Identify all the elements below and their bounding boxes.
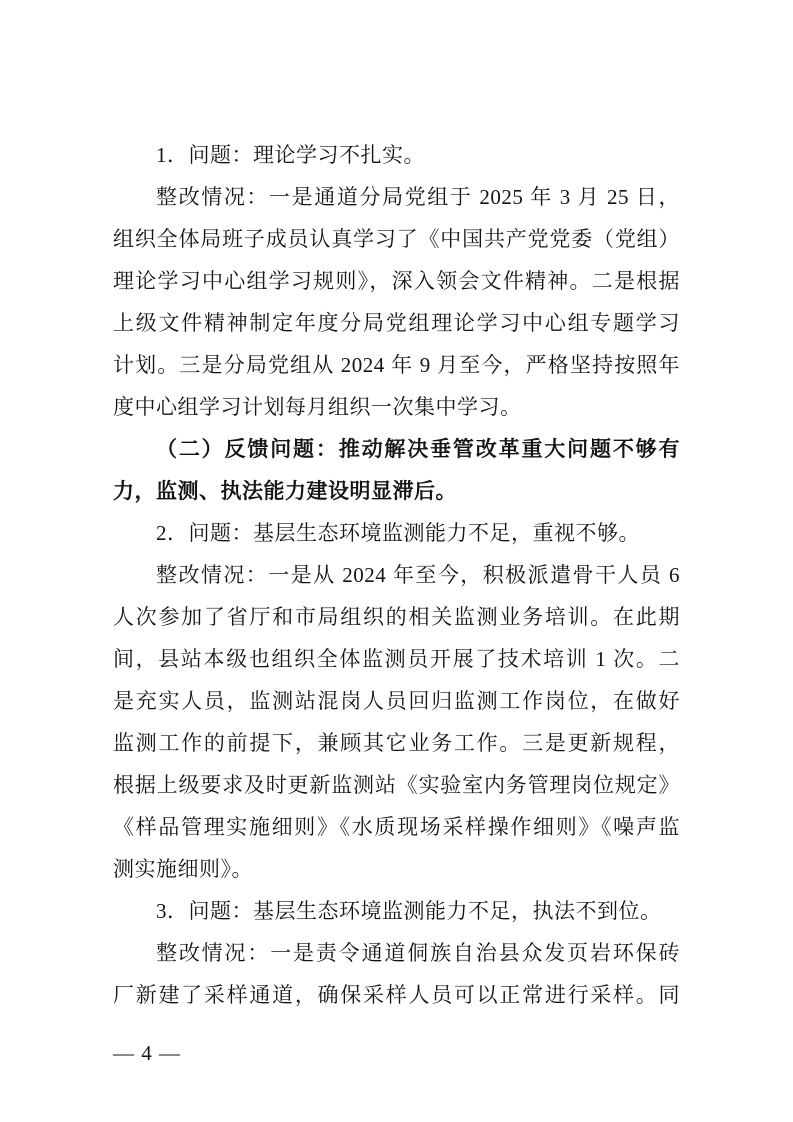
text-line: 度中心组学习计划每月组织一次集中学习。: [113, 395, 522, 419]
text-line: 上级文件精神制定年度分局党组理论学习中心组专题学习: [113, 311, 680, 335]
paragraph: [113, 134, 680, 176]
text-line: 整改情况：一是从 2024 年至今，积极派遣骨干人员 6: [156, 563, 680, 587]
text-line: 3．问题：基层生态环境监测能力不足，执法不到位。: [156, 899, 662, 923]
text-line: 1．问题：理论学习不扎实。: [156, 143, 425, 167]
text-line: 间，县站本级也组织全体监测员开展了技术培训 1 次。二: [113, 647, 680, 671]
page-footer: [113, 1032, 181, 1074]
paragraph: [113, 890, 680, 932]
text-line: （二）反馈问题：推动解决垂管改革重大问题不够有: [156, 437, 680, 461]
paragraph: [113, 554, 680, 890]
text-line: 人次参加了省厅和市局组织的相关监测业务培训。在此期: [113, 605, 680, 629]
paragraph: [113, 512, 680, 554]
text-line: 2．问题：基层生态环境监测能力不足，重视不够。: [156, 521, 640, 545]
text-line: 是充实人员，监测站混岗人员回归监测工作岗位，在做好: [113, 689, 680, 713]
text-line: 厂新建了采样通道，确保采样人员可以正常进行采样。同: [113, 983, 680, 1007]
paragraph: [113, 176, 680, 428]
text-line: 测实施细则》。: [113, 857, 253, 881]
document-body: [113, 134, 680, 1016]
text-line: 整改情况：一是通道分局党组于 2025 年 3 月 25 日，: [156, 185, 680, 209]
paragraph: [113, 428, 680, 512]
text-line: 《样品管理实施细则》《水质现场采样操作细则》《噪声监: [113, 815, 680, 839]
page-number: — 4 —: [113, 1041, 181, 1065]
text-line: 组织全体局班子成员认真学习了《中国共产党党委（党组）: [113, 227, 680, 251]
text-line: 计划。三是分局党组从 2024 年 9 月至今，严格坚持按照年: [113, 353, 680, 377]
text-line: 整改情况：一是责令通道侗族自治县众发页岩环保砖: [156, 941, 680, 965]
text-line: 力，监测、执法能力建设明显滞后。: [113, 479, 457, 503]
text-line: 理论学习中心组学习规则》，深入领会文件精神。二是根据: [113, 269, 680, 293]
paragraph: [113, 932, 680, 1016]
text-line: 监测工作的前提下，兼顾其它业务工作。三是更新规程，: [113, 731, 680, 755]
text-line: 根据上级要求及时更新监测站《实验室内务管理岗位规定》: [113, 773, 680, 797]
